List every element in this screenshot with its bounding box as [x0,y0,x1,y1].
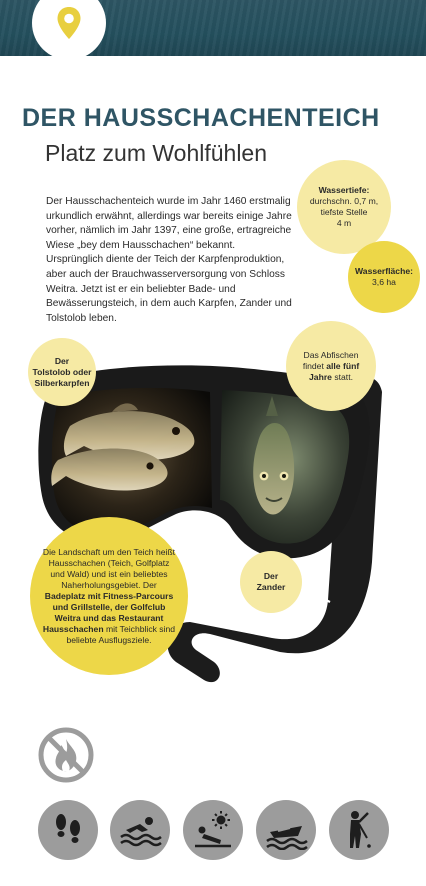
fishing-text-post: statt. [331,371,353,382]
fishing-text-pre: Das Abfischen findet [302,349,359,371]
page-title: DER HAUSSCHACHENTEICH [22,104,380,132]
no-campfire-icon [38,727,94,783]
tolstolob-caption-bubble [28,338,96,406]
page-subtitle: Platz zum Wohlfühlen [45,140,268,166]
golf-icon [329,800,389,860]
zander-line1: Der [263,571,279,581]
water-depth-bubble [297,160,391,254]
boating-icon [256,800,316,860]
swimming-icon [110,800,170,860]
water-area-bubble [348,241,420,313]
water-area-value: 3,6 ha [372,277,396,287]
tolstolob-line3: Silberkarpfen [34,377,90,388]
zander-caption-bubble [240,551,302,613]
water-depth-line1: durchschn. 0,7 m, [309,196,379,206]
zander-line2: Zander [256,582,286,592]
water-depth-line3: 4 m [336,218,352,228]
location-pin-icon [56,6,82,40]
landscape-text-bold: Badeplatz mit Fitness-Parcours und Grillstelle, der Golfclub Weitra und das Restaurant Hausschachen [42,590,174,634]
water-depth-label: Wassertiefe: [318,185,370,195]
landscape-text-part1: Die Landschaft um den Teich heißt Hausschachen (Teich, Golfplatz und Wald) und ist ein beliebtes Naherholungsgebiet. Der [42,546,176,590]
fishing-schedule-bubble [286,321,376,411]
tolstolob-line2: Tolstolob oder [32,366,92,377]
intro-paragraph: Der Hausschachenteich wurde im Jahr 1460 erstmalig urkundlich erwähnt, allerdings war bereits einige Jahre vorher, nämlich im Jahr 1397, eine große, ertragreiche Wiese „bey dem Hausschachen“ bekannt. Ursprünglich diente der Teich der Karpfenproduktion, aber auch der Brauchwasserversorgung von Schloss Weitra. Jetzt ist er ein beliebter Bade- und Bewässerungsteich, in dem auch Karpfen, Zander und Tolstolob leben. [46,196,292,324]
sunbathing-icon [183,800,243,860]
hiking-footprints-icon [38,800,98,860]
water-area-label: Wasserfläche: [355,266,413,276]
tolstolob-line1: Der [54,355,70,366]
landscape-text-part2: mit Teichblick sind beliebte Ausflugsziele. [66,623,176,645]
fishing-text-bold: alle fünf Jahre [309,360,360,382]
water-depth-line2: tiefste Stelle [320,207,368,217]
landscape-info-bubble [30,517,188,675]
